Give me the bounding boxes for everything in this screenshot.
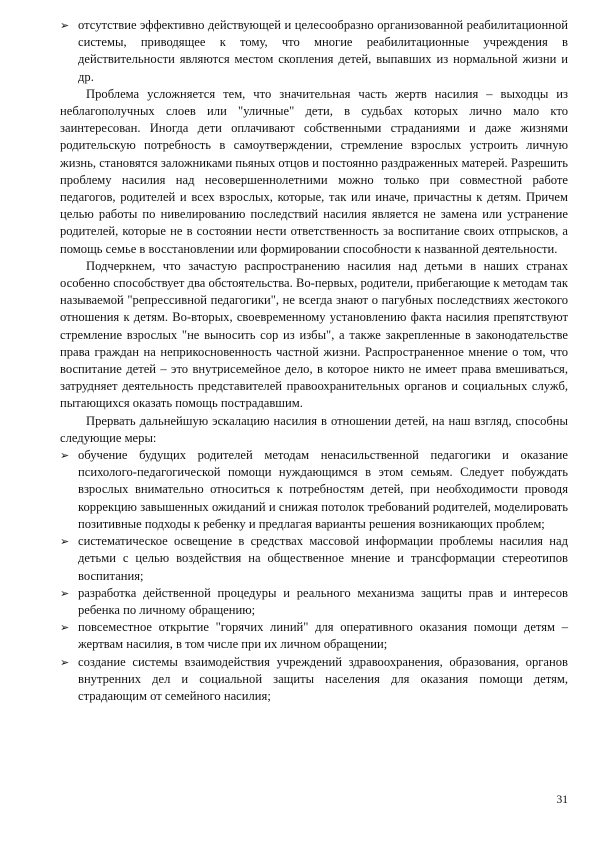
paragraph-problem: Проблема усложняется тем, что значительная часть жертв насилия – выходцы из неблагополучных слоев или "уличные" дети, в судьбах которых лично мало кто заинтересован. Иногда дети оплачивают собственными страданиями и даже жизнями родительскую потребность в самоутверждении, стремление взрослых устроить личную жизнь, становятся заложниками пьяных отцов и постоянно раздраженных матерей. Разрешить проблему насилия над несовершеннолетними можно только при совместной работе педагогов, родителей и всех взрослых, которые, так или иначе, причастны к детям. Причем целью работы по нивелированию последствий насилия является не замена или устранение родителей, которые не в состоянии нести ответственность за воспитание своих отпрысков, а помощь семье в восстановлении или формировании способности к названной деятельности. <box>60 86 568 256</box>
measure-item-hotlines <box>60 619 568 653</box>
measure-text: систематическое освещение в средствах массовой информации проблемы насилия над детьми с целью воздействия на общественное мнение и трансформации стереотипов воспитания; <box>78 534 568 583</box>
page-number: 31 <box>556 794 568 806</box>
measure-text: разработка действенной процедуры и реального механизма защиты прав и интересов ребенка по личному обращению; <box>78 585 568 617</box>
measure-item-procedure <box>60 585 568 619</box>
measure-item-training <box>60 447 568 533</box>
measure-text: обучение будущих родителей методам ненасильственной педагогики и оказание психолого-педагогической помощи нуждающимся в этом семьям. Следует побуждать взрослых внимательно относиться к потребностям детей, при необходимости проводя коррекцию завышенных ожиданий и снижая потолок требований родителей, моделировать позитивные подходы к ребенку и предлагая варианты решения возникающих проблем; <box>78 448 568 531</box>
arrow-bullet-icon: ➢ <box>60 621 70 635</box>
measure-item-media <box>60 533 568 585</box>
list-item-text: отсутствие эффективно действующей и целесообразно организованной реабилитационной системы, приводящее к тому, что многие реабилитационные учреждения в действительности являются местом скопления детей, выпавших из нормальной жизни и др. <box>78 18 568 84</box>
arrow-bullet-icon: ➢ <box>60 449 70 463</box>
arrow-bullet-icon: ➢ <box>60 535 70 549</box>
measure-text: создание системы взаимодействия учреждений здравоохранения, образования, органов внутренних дел и социальной защиты населения для оказания помощи детям, страдающим от семейного насилия; <box>78 654 568 703</box>
measure-item-interaction-system <box>60 654 568 706</box>
page-body <box>60 17 568 705</box>
measure-text: повсеместное открытие "горячих линий" для оперативного оказания помощи детям – жертвам насилия, в том числе при их личном обращении; <box>78 620 568 652</box>
arrow-bullet-icon: ➢ <box>60 586 70 600</box>
paragraph-circumstances: Подчеркнем, что зачастую распространению насилия над детьми в наших странах особенно способствует два обстоятельства. Во-первых, родители, прибегающие к методам так называемой "репрессивной педагогики", не всегда знают о пагубных последствиях жестокого отношения к детям. Во-вторых, своевременному установлению факта насилия препятствуют стремление взрослых "не выносить сор из избы", а также закрепленные в законодательстве права граждан на неприкосновенность частной жизни. Распространенное мнение о том, что воспитание детей – это внутрисемейное дело, в которое никто не имеет права вмешиваться, затрудняет деятельность представителей правоохранительных органов и социальных служб, пытающихся оказать помощь пострадавшим. <box>60 258 568 411</box>
paragraph-measures-intro: Прервать дальнейшую эскалацию насилия в отношении детей, на наш взгляд, способны следующие меры: <box>60 413 568 445</box>
arrow-bullet-icon: ➢ <box>60 655 70 669</box>
arrow-bullet-icon: ➢ <box>60 19 70 32</box>
list-item-rehabilitation <box>60 17 568 86</box>
